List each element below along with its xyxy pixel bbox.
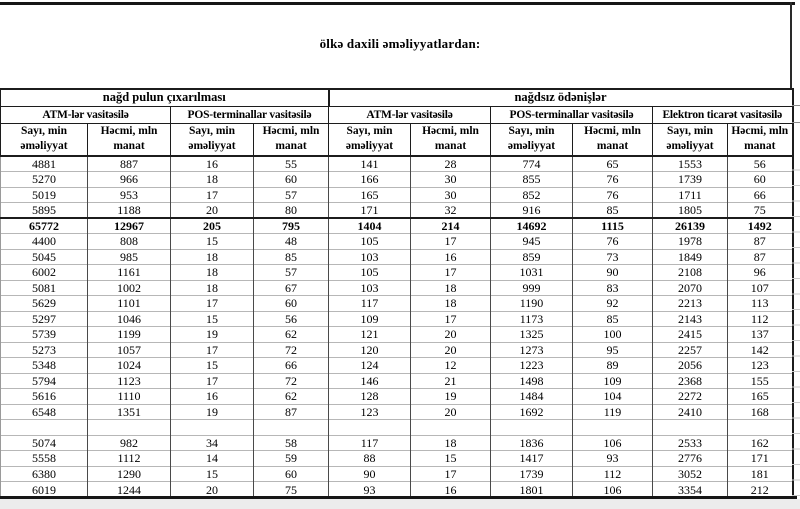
- cell: 1161: [88, 265, 171, 281]
- cell: 5270: [1, 172, 88, 188]
- cell: 2213: [653, 296, 728, 312]
- cell: 20: [411, 327, 491, 343]
- cell: 20: [411, 342, 491, 358]
- cell: [171, 420, 254, 436]
- cell: 12: [411, 358, 491, 374]
- cell: 16: [171, 389, 254, 405]
- cell: 109: [329, 311, 411, 327]
- cell: 774: [491, 156, 573, 172]
- cell: 6019: [1, 482, 88, 498]
- cell: 2533: [653, 435, 728, 451]
- cell: 1801: [491, 482, 573, 498]
- cell: 20: [171, 203, 254, 219]
- cell: 48: [254, 234, 329, 250]
- cell: 32: [411, 203, 491, 219]
- cell: 123: [329, 404, 411, 420]
- cell: 112: [728, 311, 793, 327]
- colhead-volume-5: Həcmi, mln manat: [728, 123, 793, 156]
- table-row: [1, 451, 793, 467]
- cell: 87: [728, 249, 793, 265]
- cell: 1849: [653, 249, 728, 265]
- cell: 17: [171, 373, 254, 389]
- cell: 3052: [653, 466, 728, 482]
- table-row: [1, 203, 793, 219]
- cell: 30: [411, 187, 491, 203]
- cell: 1351: [88, 404, 171, 420]
- cell: 103: [329, 280, 411, 296]
- cell: 89: [573, 358, 653, 374]
- cell: 2257: [653, 342, 728, 358]
- cell: 887: [88, 156, 171, 172]
- cell: 142: [728, 342, 793, 358]
- group-header-cashless-payments: nağdsız ödənişlər: [329, 89, 793, 106]
- cell: 15: [171, 358, 254, 374]
- cell: 165: [329, 187, 411, 203]
- cell: 155: [728, 373, 793, 389]
- cell: 1273: [491, 342, 573, 358]
- cell: [411, 420, 491, 436]
- cell: 76: [573, 234, 653, 250]
- cell: 6002: [1, 265, 88, 281]
- column-header-row: [1, 123, 793, 156]
- cell: 73: [573, 249, 653, 265]
- cell: 62: [254, 327, 329, 343]
- cell: 18: [411, 296, 491, 312]
- table-row: [1, 327, 793, 343]
- cell: 112: [573, 466, 653, 482]
- cell: 171: [329, 203, 411, 219]
- group-header-cash-withdrawal: nağd pulun çıxarılması: [1, 89, 329, 106]
- table-row: [1, 156, 793, 172]
- cell: 90: [329, 466, 411, 482]
- cell: 18: [171, 172, 254, 188]
- cell: 15: [171, 311, 254, 327]
- cell: 1223: [491, 358, 573, 374]
- cell: 87: [728, 234, 793, 250]
- cell: 19: [171, 327, 254, 343]
- cell: 18: [411, 435, 491, 451]
- table-row: [1, 172, 793, 188]
- cell: 945: [491, 234, 573, 250]
- subgroup-atm-2: ATM-lər vasitəsilə: [329, 106, 491, 123]
- table-row: [1, 234, 793, 250]
- colhead-count-1: Sayı, min əməliyyat: [1, 123, 88, 156]
- cell: 17: [411, 265, 491, 281]
- cell: 137: [728, 327, 793, 343]
- cell: 2143: [653, 311, 728, 327]
- table-row: [1, 482, 793, 498]
- cell: 17: [171, 296, 254, 312]
- cell: 171: [728, 451, 793, 467]
- cell: 120: [329, 342, 411, 358]
- cell: [728, 420, 793, 436]
- cell: 1404: [329, 218, 411, 234]
- cell: 123: [728, 358, 793, 374]
- cell: 1484: [491, 389, 573, 405]
- cell: 17: [171, 342, 254, 358]
- top-rule: [0, 2, 795, 5]
- cell: 128: [329, 389, 411, 405]
- table-row: [1, 358, 793, 374]
- cell: 166: [329, 172, 411, 188]
- cell: 72: [254, 342, 329, 358]
- cell: 1739: [653, 172, 728, 188]
- cell: 5045: [1, 249, 88, 265]
- cell: 66: [728, 187, 793, 203]
- cell: 117: [329, 296, 411, 312]
- cell: 65: [573, 156, 653, 172]
- cell: 76: [573, 172, 653, 188]
- cell: 16: [411, 249, 491, 265]
- subgroup-header-row: [1, 106, 793, 123]
- cell: 57: [254, 187, 329, 203]
- sheet-gridline-ext-1: [792, 105, 800, 106]
- cell: 3354: [653, 482, 728, 498]
- cell: 15: [171, 466, 254, 482]
- cell: 62: [254, 389, 329, 405]
- cell: 15: [411, 451, 491, 467]
- colhead-volume-3: Həcmi, mln manat: [411, 123, 491, 156]
- cell: 1188: [88, 203, 171, 219]
- cell: 55: [254, 156, 329, 172]
- cell: 5019: [1, 187, 88, 203]
- cell: [254, 420, 329, 436]
- cell: 5629: [1, 296, 88, 312]
- cell: 1805: [653, 203, 728, 219]
- colhead-count-5: Sayı, min əməliyyat: [653, 123, 728, 156]
- cell: 21: [411, 373, 491, 389]
- cell: 181: [728, 466, 793, 482]
- cell: 4881: [1, 156, 88, 172]
- page-title: ölkə daxili əməliyyatlardan:: [319, 36, 481, 51]
- cell: 113: [728, 296, 793, 312]
- empty-row: [1, 420, 793, 436]
- cell: 953: [88, 187, 171, 203]
- operations-table-wrap: [0, 88, 794, 497]
- cell: 1101: [88, 296, 171, 312]
- cell: 5895: [1, 203, 88, 219]
- cell: 28: [411, 156, 491, 172]
- cell: 14: [171, 451, 254, 467]
- cell: 214: [411, 218, 491, 234]
- cell: 60: [254, 296, 329, 312]
- cell: 859: [491, 249, 573, 265]
- cell: 168: [728, 404, 793, 420]
- cell: 2368: [653, 373, 728, 389]
- group-header-row: [1, 89, 793, 106]
- cell: 1836: [491, 435, 573, 451]
- cell: 76: [573, 187, 653, 203]
- table-row: [1, 435, 793, 451]
- cell: 5739: [1, 327, 88, 343]
- cell: 75: [728, 203, 793, 219]
- cell: 1199: [88, 327, 171, 343]
- cell: 5297: [1, 311, 88, 327]
- cell: 1978: [653, 234, 728, 250]
- cell: 1553: [653, 156, 728, 172]
- cell: [491, 420, 573, 436]
- cell: 2108: [653, 265, 728, 281]
- cell: 1325: [491, 327, 573, 343]
- cell: 119: [573, 404, 653, 420]
- cell: 141: [329, 156, 411, 172]
- cell: 2410: [653, 404, 728, 420]
- cell: 92: [573, 296, 653, 312]
- cell: 14692: [491, 218, 573, 234]
- cell: 1031: [491, 265, 573, 281]
- table-body: [1, 156, 793, 497]
- cell: 60: [728, 172, 793, 188]
- cell: 18: [171, 265, 254, 281]
- colhead-count-2: Sayı, min əməliyyat: [171, 123, 254, 156]
- cell: 2272: [653, 389, 728, 405]
- table-row: [1, 404, 793, 420]
- footer-strip: [0, 499, 800, 509]
- cell: 83: [573, 280, 653, 296]
- table-row: [1, 265, 793, 281]
- subgroup-atm-1: ATM-lər vasitəsilə: [1, 106, 171, 123]
- cell: 87: [254, 404, 329, 420]
- cell: 5081: [1, 280, 88, 296]
- cell: 93: [329, 482, 411, 498]
- cell: 1498: [491, 373, 573, 389]
- table-row: [1, 280, 793, 296]
- cell: 1290: [88, 466, 171, 482]
- cell: 5074: [1, 435, 88, 451]
- cell: 1190: [491, 296, 573, 312]
- table-row: [1, 218, 793, 234]
- cell: 18: [171, 249, 254, 265]
- table-row: [1, 311, 793, 327]
- cell: 999: [491, 280, 573, 296]
- cell: 104: [573, 389, 653, 405]
- subgroup-pos-1: POS-terminallar vasitəsilə: [171, 106, 329, 123]
- table-row: [1, 187, 793, 203]
- table-row: [1, 342, 793, 358]
- cell: 75: [254, 482, 329, 498]
- cell: 855: [491, 172, 573, 188]
- cell: 916: [491, 203, 573, 219]
- cell: 105: [329, 234, 411, 250]
- operations-table: [0, 88, 794, 497]
- cell: 93: [573, 451, 653, 467]
- cell: 57: [254, 265, 329, 281]
- cell: 852: [491, 187, 573, 203]
- cell: 26139: [653, 218, 728, 234]
- cell: 966: [88, 172, 171, 188]
- cell: 2070: [653, 280, 728, 296]
- cell: 60: [254, 466, 329, 482]
- cell: 106: [573, 435, 653, 451]
- cell: 66: [254, 358, 329, 374]
- cell: 19: [411, 389, 491, 405]
- colhead-volume-1: Həcmi, mln manat: [88, 123, 171, 156]
- cell: 72: [254, 373, 329, 389]
- cell: 146: [329, 373, 411, 389]
- cell: 5273: [1, 342, 88, 358]
- cell: 6380: [1, 466, 88, 482]
- cell: 5558: [1, 451, 88, 467]
- cell: 17: [171, 187, 254, 203]
- cell: 30: [411, 172, 491, 188]
- cell: 1692: [491, 404, 573, 420]
- cell: 80: [254, 203, 329, 219]
- cell: 162: [728, 435, 793, 451]
- cell: 103: [329, 249, 411, 265]
- sheet-gridline-strip: [792, 155, 800, 496]
- cell: 1417: [491, 451, 573, 467]
- cell: 1244: [88, 482, 171, 498]
- cell: 5794: [1, 373, 88, 389]
- cell: 795: [254, 218, 329, 234]
- cell: 205: [171, 218, 254, 234]
- cell: 19: [171, 404, 254, 420]
- cell: 1173: [491, 311, 573, 327]
- table-row: [1, 466, 793, 482]
- cell: 1711: [653, 187, 728, 203]
- cell: 4400: [1, 234, 88, 250]
- cell: 88: [329, 451, 411, 467]
- table-row: [1, 249, 793, 265]
- cell: 60: [254, 172, 329, 188]
- cell: 1024: [88, 358, 171, 374]
- cell: 15: [171, 234, 254, 250]
- cell: 1123: [88, 373, 171, 389]
- cell: 17: [411, 466, 491, 482]
- cell: 17: [411, 311, 491, 327]
- cell: 808: [88, 234, 171, 250]
- colhead-volume-4: Həcmi, mln manat: [573, 123, 653, 156]
- cell: 105: [329, 265, 411, 281]
- cell: 2415: [653, 327, 728, 343]
- cell: 1057: [88, 342, 171, 358]
- cell: 96: [728, 265, 793, 281]
- cell: 85: [573, 311, 653, 327]
- cell: [1, 420, 88, 436]
- colhead-count-4: Sayı, min əməliyyat: [491, 123, 573, 156]
- cell: 65772: [1, 218, 88, 234]
- subgroup-ecommerce: Elektron ticarət vasitəsilə: [653, 106, 793, 123]
- cell: 85: [254, 249, 329, 265]
- cell: 982: [88, 435, 171, 451]
- table-row: [1, 296, 793, 312]
- cell: 5348: [1, 358, 88, 374]
- cell: 212: [728, 482, 793, 498]
- cell: 90: [573, 265, 653, 281]
- cell: 2776: [653, 451, 728, 467]
- table-row: [1, 373, 793, 389]
- cell: 1002: [88, 280, 171, 296]
- cell: 85: [573, 203, 653, 219]
- cell: 100: [573, 327, 653, 343]
- cell: 95: [573, 342, 653, 358]
- cell: 59: [254, 451, 329, 467]
- cell: [653, 420, 728, 436]
- cell: 18: [171, 280, 254, 296]
- cell: 121: [329, 327, 411, 343]
- cell: 56: [254, 311, 329, 327]
- subgroup-pos-2: POS-terminallar vasitəsilə: [491, 106, 653, 123]
- cell: 34: [171, 435, 254, 451]
- colhead-volume-2: Həcmi, mln manat: [254, 123, 329, 156]
- cell: 16: [411, 482, 491, 498]
- cell: 1046: [88, 311, 171, 327]
- cell: 2056: [653, 358, 728, 374]
- cell: 1110: [88, 389, 171, 405]
- cell: 1492: [728, 218, 793, 234]
- cell: 12967: [88, 218, 171, 234]
- cell: 117: [329, 435, 411, 451]
- cell: 20: [171, 482, 254, 498]
- cell: 165: [728, 389, 793, 405]
- sheet-gridline-ext-2: [792, 122, 800, 123]
- cell: 16: [171, 156, 254, 172]
- cell: 1115: [573, 218, 653, 234]
- cell: [329, 420, 411, 436]
- cell: 20: [411, 404, 491, 420]
- cell: 106: [573, 482, 653, 498]
- cell: 107: [728, 280, 793, 296]
- cell: 6548: [1, 404, 88, 420]
- cell: 124: [329, 358, 411, 374]
- cell: 109: [573, 373, 653, 389]
- cell: 58: [254, 435, 329, 451]
- colhead-count-3: Sayı, min əməliyyat: [329, 123, 411, 156]
- cell: 67: [254, 280, 329, 296]
- cell: 18: [411, 280, 491, 296]
- cell: 985: [88, 249, 171, 265]
- cell: [88, 420, 171, 436]
- cell: 56: [728, 156, 793, 172]
- cell: 17: [411, 234, 491, 250]
- cell: [573, 420, 653, 436]
- table-row: [1, 389, 793, 405]
- cell: 1112: [88, 451, 171, 467]
- cell: 5616: [1, 389, 88, 405]
- cell: 1739: [491, 466, 573, 482]
